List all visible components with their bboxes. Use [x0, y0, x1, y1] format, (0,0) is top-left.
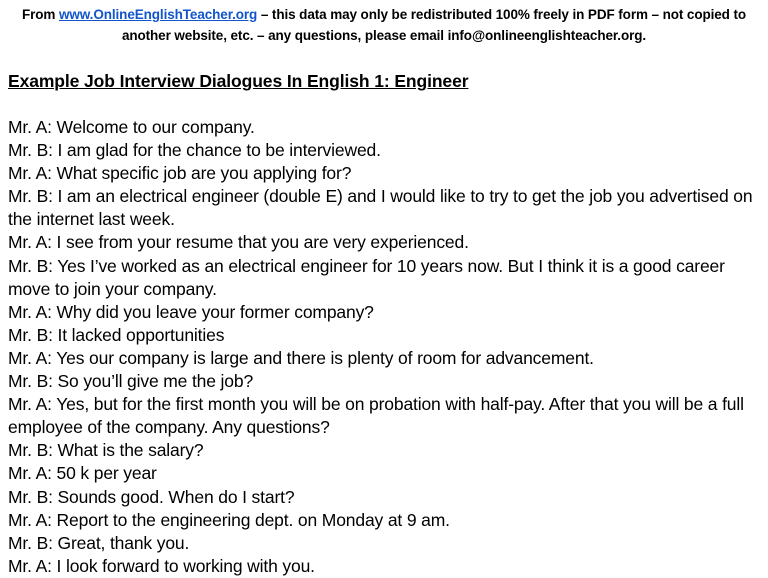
- source-notice: [8, 4, 760, 46]
- dialogue-line: Mr. A: What specific job are you applying for?: [8, 163, 352, 184]
- dialogue-line: Mr. A: Report to the engineering dept. on Monday at 9 am.: [8, 509, 450, 530]
- dialogue-line: Mr. A: I see from your resume that you are very experienced.: [8, 232, 469, 253]
- document-title: Example Job Interview Dialogues In English 1: Engineer: [8, 71, 469, 91]
- dialogue-line: Mr. B: I am glad for the chance to be interviewed.: [8, 140, 381, 161]
- source-notice-text: – this data may only be redistributed 100% freely in PDF form – not copied to another website, etc. – any questions, please email info@onlineenglishteacher.org.: [121, 7, 747, 43]
- dialogue-line: Mr. B: Sounds good. When do I start?: [8, 486, 295, 507]
- dialogue-line: Mr. A: I look forward to working with you.: [8, 555, 315, 576]
- dialogue-line: Mr. B: I am an electrical engineer (double E) and I would like to try to get the job you advertised on the internet last week.: [8, 186, 753, 230]
- dialogue-line: Mr. A: Welcome to our company.: [8, 117, 255, 137]
- dialogue-line: Mr. B: Great, thank you.: [8, 532, 190, 553]
- dialogue-line: Mr. A: Yes, but for the first month you will be on probation with half-pay. After that you will be a full employee of the company. Any questions?: [8, 394, 744, 438]
- dialogue-line: Mr. A: Why did you leave your former company?: [8, 301, 374, 322]
- source-notice-prefix: From: [21, 7, 59, 22]
- dialogue-line: Mr. B: So you’ll give me the job?: [8, 371, 254, 392]
- dialogue-body: [8, 116, 764, 578]
- dialogue-line: Mr. A: 50 k per year: [8, 463, 157, 484]
- dialogue-line: Mr. B: Yes I’ve worked as an electrical engineer for 10 years now. But I think it is a good career move to join your company.: [8, 255, 725, 299]
- dialogue-line: Mr. B: It lacked opportunities: [8, 324, 225, 345]
- dialogue-line: Mr. A: Yes our company is large and there is plenty of room for advancement.: [8, 347, 594, 368]
- source-website-link[interactable]: www.OnlineEnglishTeacher.org: [58, 7, 258, 22]
- dialogue-line: Mr. B: What is the salary?: [8, 440, 204, 461]
